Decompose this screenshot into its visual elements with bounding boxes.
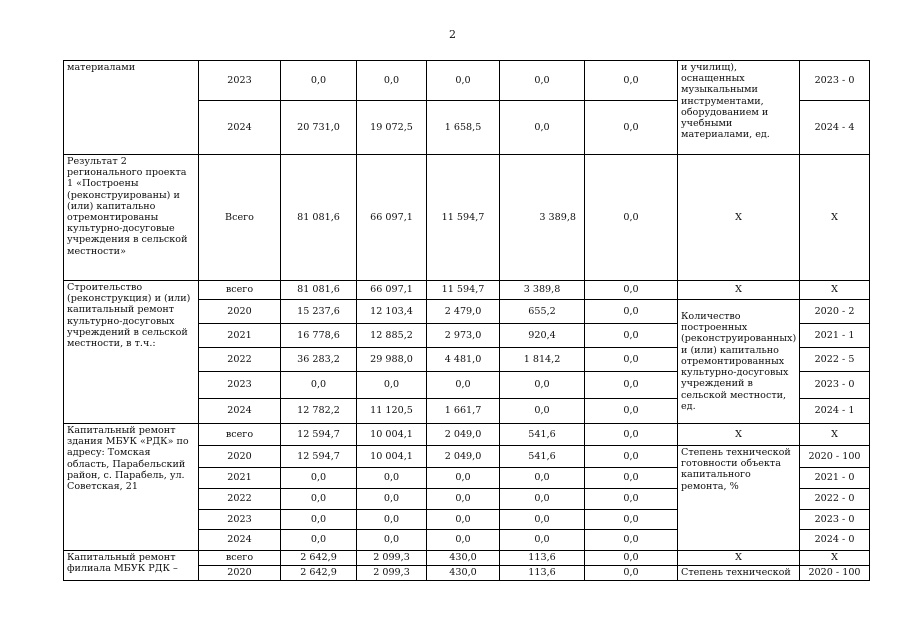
cell-year: 2021 <box>199 324 281 348</box>
cell-total: 2 642,9 <box>281 566 357 581</box>
cell-local: 113,6 <box>500 551 585 566</box>
indicator-value: 2024 - 0 <box>800 530 870 551</box>
cell-regional: 0,0 <box>427 468 500 489</box>
cell-regional: 0,0 <box>427 372 500 399</box>
cell-total: 36 283,2 <box>281 348 357 372</box>
indicator-cell: Х <box>678 551 800 566</box>
cell-year: 2020 <box>199 446 281 468</box>
indicator-value: 2021 - 1 <box>800 324 870 348</box>
cell-total: 0,0 <box>281 530 357 551</box>
cell-other: 0,0 <box>585 61 678 101</box>
cell-year: всего <box>199 424 281 446</box>
program-table <box>63 60 870 581</box>
cell-federal: 0,0 <box>357 510 427 530</box>
cell-total: 81 081,6 <box>281 281 357 300</box>
cell-regional: 2 049,0 <box>427 424 500 446</box>
indicator-value: Х <box>800 551 870 566</box>
cell-regional: 1 658,5 <box>427 101 500 155</box>
cell-federal: 0,0 <box>357 530 427 551</box>
indicator-value: 2020 - 100 <box>800 566 870 581</box>
indicator-value: 2023 - 0 <box>800 372 870 399</box>
cell-local: 0,0 <box>500 468 585 489</box>
cell-other: 0,0 <box>585 566 678 581</box>
cell-year: Всего <box>199 155 281 281</box>
cell-local: 0,0 <box>500 510 585 530</box>
cell-total: 0,0 <box>281 489 357 510</box>
cell-year: 2023 <box>199 372 281 399</box>
cell-other: 0,0 <box>585 399 678 424</box>
cell-local: 0,0 <box>500 399 585 424</box>
page-number: 2 <box>449 28 456 41</box>
row-name: Капитальный ремонт здания МБУК «РДК» по адресу: Томская область, Парабельский район, с. Парабель, ул. Советская, 21 <box>64 424 199 551</box>
cell-total: 0,0 <box>281 61 357 101</box>
cell-regional: 2 049,0 <box>427 446 500 468</box>
cell-other: 0,0 <box>585 155 678 281</box>
cell-local: 541,6 <box>500 424 585 446</box>
cell-year: 2024 <box>199 101 281 155</box>
cell-other: 0,0 <box>585 348 678 372</box>
cell-federal: 0,0 <box>357 468 427 489</box>
cell-other: 0,0 <box>585 489 678 510</box>
cell-federal: 11 120,5 <box>357 399 427 424</box>
indicator-value: 2020 - 2 <box>800 300 870 324</box>
cell-year: 2024 <box>199 399 281 424</box>
indicator-value: 2020 - 100 <box>800 446 870 468</box>
table-row <box>64 551 870 566</box>
cell-year: всего <box>199 281 281 300</box>
cell-local: 655,2 <box>500 300 585 324</box>
cell-regional: 4 481,0 <box>427 348 500 372</box>
cell-federal: 2 099,3 <box>357 551 427 566</box>
indicator-value: Х <box>800 281 870 300</box>
indicator-cell: и училищ), оснащенных музыкальными инструментами, оборудованием и учебными материалами, ед. <box>678 61 800 155</box>
cell-local: 1 814,2 <box>500 348 585 372</box>
cell-other: 0,0 <box>585 530 678 551</box>
cell-federal: 66 097,1 <box>357 281 427 300</box>
table-row <box>64 281 870 300</box>
cell-year: 2022 <box>199 489 281 510</box>
indicator-cell: Степень технической готовности объекта капитального ремонта, % <box>678 446 800 551</box>
cell-federal: 10 004,1 <box>357 446 427 468</box>
table-row <box>64 155 870 281</box>
indicator-cell: Степень технической <box>678 566 800 581</box>
cell-total: 12 594,7 <box>281 424 357 446</box>
cell-regional: 11 594,7 <box>427 155 500 281</box>
cell-regional: 430,0 <box>427 551 500 566</box>
cell-year: 2020 <box>199 300 281 324</box>
indicator-value: 2023 - 0 <box>800 510 870 530</box>
cell-other: 0,0 <box>585 510 678 530</box>
cell-other: 0,0 <box>585 281 678 300</box>
cell-federal: 0,0 <box>357 372 427 399</box>
row-name: Результат 2 регионального проекта 1 «Построены (реконструированы) и (или) капитально отремонтированы культурно-досуговые учреждения в сельской местности» <box>64 155 199 281</box>
cell-local: 3 389,8 <box>500 155 585 281</box>
cell-local: 0,0 <box>500 61 585 101</box>
cell-other: 0,0 <box>585 372 678 399</box>
table-row <box>64 424 870 446</box>
cell-other: 0,0 <box>585 424 678 446</box>
cell-regional: 11 594,7 <box>427 281 500 300</box>
cell-local: 920,4 <box>500 324 585 348</box>
row-name: материалами <box>64 61 199 155</box>
cell-regional: 0,0 <box>427 489 500 510</box>
indicator-cell: Х <box>678 155 800 281</box>
cell-year: 2023 <box>199 61 281 101</box>
indicator-value: 2022 - 5 <box>800 348 870 372</box>
table-row <box>64 61 870 101</box>
cell-other: 0,0 <box>585 324 678 348</box>
cell-other: 0,0 <box>585 446 678 468</box>
cell-federal: 0,0 <box>357 489 427 510</box>
cell-total: 16 778,6 <box>281 324 357 348</box>
cell-other: 0,0 <box>585 300 678 324</box>
cell-local: 0,0 <box>500 530 585 551</box>
cell-year: 2022 <box>199 348 281 372</box>
cell-other: 0,0 <box>585 551 678 566</box>
cell-year: всего <box>199 551 281 566</box>
cell-federal: 2 099,3 <box>357 566 427 581</box>
indicator-value: Х <box>800 155 870 281</box>
cell-other: 0,0 <box>585 101 678 155</box>
indicator-value: 2024 - 1 <box>800 399 870 424</box>
cell-total: 12 594,7 <box>281 446 357 468</box>
cell-federal: 10 004,1 <box>357 424 427 446</box>
cell-regional: 0,0 <box>427 510 500 530</box>
indicator-value: 2023 - 0 <box>800 61 870 101</box>
indicator-cell: Х <box>678 424 800 446</box>
indicator-value: 2024 - 4 <box>800 101 870 155</box>
indicator-value: 2021 - 0 <box>800 468 870 489</box>
cell-regional: 0,0 <box>427 530 500 551</box>
cell-local: 0,0 <box>500 101 585 155</box>
row-name: Капитальный ремонт филиала МБУК РДК – <box>64 551 199 581</box>
cell-local: 0,0 <box>500 372 585 399</box>
cell-local: 541,6 <box>500 446 585 468</box>
cell-total: 0,0 <box>281 372 357 399</box>
row-name: Строительство (реконструкция) и (или) капитальный ремонт культурно-досуговых учреждений в сельской местности, в т.ч.: <box>64 281 199 424</box>
cell-total: 0,0 <box>281 468 357 489</box>
cell-regional: 1 661,7 <box>427 399 500 424</box>
cell-total: 15 237,6 <box>281 300 357 324</box>
cell-total: 2 642,9 <box>281 551 357 566</box>
cell-local: 113,6 <box>500 566 585 581</box>
cell-regional: 2 973,0 <box>427 324 500 348</box>
cell-year: 2021 <box>199 468 281 489</box>
cell-federal: 12 885,2 <box>357 324 427 348</box>
cell-other: 0,0 <box>585 468 678 489</box>
indicator-cell: Количество построенных (реконструированных) и (или) капитально отремонтированных культурно-досуговых учреждений в сельской местности, ед. <box>678 300 800 424</box>
cell-local: 0,0 <box>500 489 585 510</box>
cell-total: 0,0 <box>281 510 357 530</box>
cell-year: 2023 <box>199 510 281 530</box>
cell-year: 2024 <box>199 530 281 551</box>
cell-federal: 0,0 <box>357 61 427 101</box>
cell-federal: 19 072,5 <box>357 101 427 155</box>
cell-local: 3 389,8 <box>500 281 585 300</box>
cell-regional: 0,0 <box>427 61 500 101</box>
cell-regional: 2 479,0 <box>427 300 500 324</box>
cell-total: 20 731,0 <box>281 101 357 155</box>
indicator-cell: Х <box>678 281 800 300</box>
cell-federal: 66 097,1 <box>357 155 427 281</box>
cell-regional: 430,0 <box>427 566 500 581</box>
cell-year: 2020 <box>199 566 281 581</box>
cell-total: 12 782,2 <box>281 399 357 424</box>
cell-total: 81 081,6 <box>281 155 357 281</box>
cell-federal: 12 103,4 <box>357 300 427 324</box>
indicator-value: 2022 - 0 <box>800 489 870 510</box>
indicator-value: Х <box>800 424 870 446</box>
cell-federal: 29 988,0 <box>357 348 427 372</box>
